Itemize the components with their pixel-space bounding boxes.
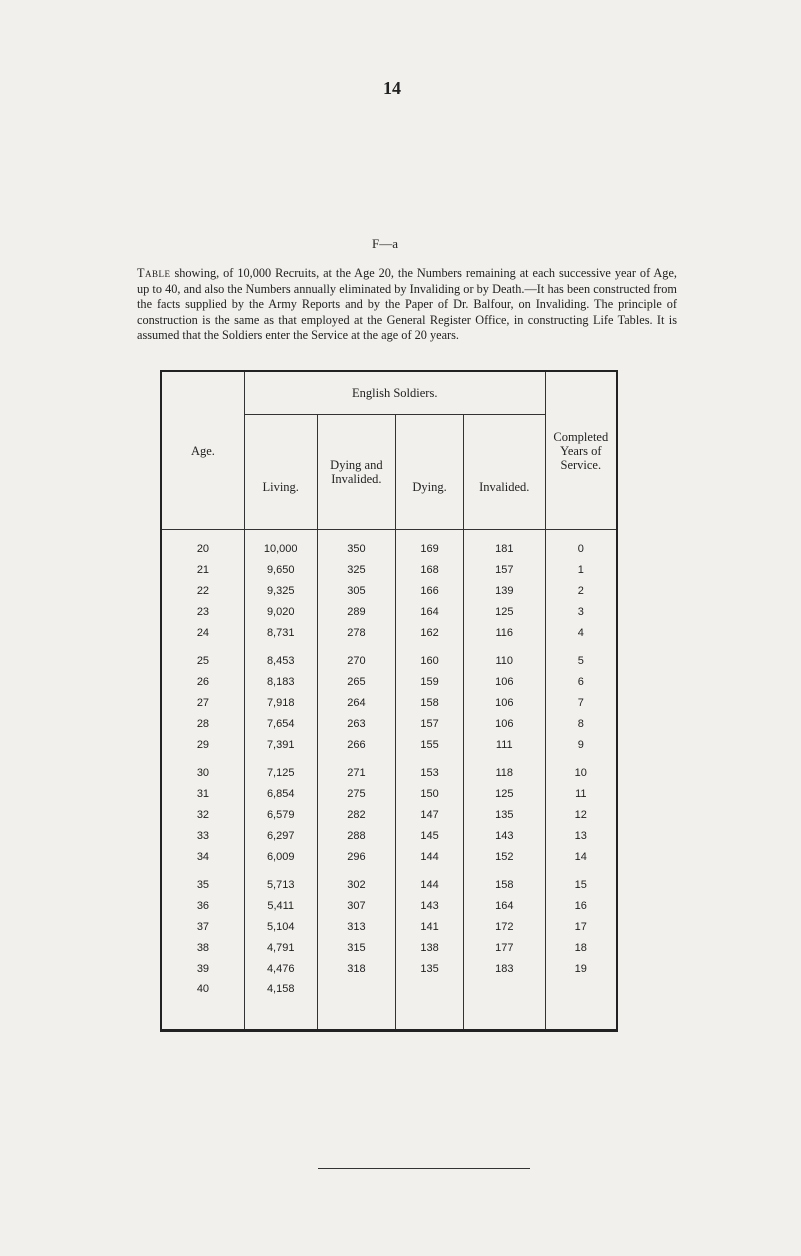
years-cell: 15 (545, 867, 617, 895)
table-row (161, 783, 617, 804)
living-cell: 4,476 (244, 958, 317, 979)
table-row (161, 846, 617, 867)
table-row (161, 622, 617, 643)
invalided-cell: 158 (463, 867, 545, 895)
table-row (161, 804, 617, 825)
invalided-cell: 152 (463, 846, 545, 867)
living-cell: 7,918 (244, 692, 317, 713)
dying-cell: 158 (396, 692, 464, 713)
dying-invalided-cell: 305 (317, 580, 396, 601)
living-cell: 8,183 (244, 671, 317, 692)
invalided-cell (463, 979, 545, 1031)
invalided-cell: 118 (463, 755, 545, 783)
dying-invalided-cell: 278 (317, 622, 396, 643)
dying-invalided-cell: 271 (317, 755, 396, 783)
table-row (161, 825, 617, 846)
age-cell: 26 (196, 675, 210, 688)
age-cell: 39 (196, 962, 210, 975)
dying-cell: 153 (396, 755, 464, 783)
survival-table (160, 370, 618, 1032)
age-cell: 40 (196, 983, 210, 995)
dying-invalided-cell: 288 (317, 825, 396, 846)
table-row (161, 937, 617, 958)
invalided-cell: 164 (463, 895, 545, 916)
living-cell: 10,000 (244, 530, 317, 560)
living-cell: 6,579 (244, 804, 317, 825)
table-row (161, 530, 617, 560)
years-cell: 12 (545, 804, 617, 825)
living-cell: 9,650 (244, 559, 317, 580)
years-cell: 11 (545, 783, 617, 804)
table-row (161, 559, 617, 580)
table-row (161, 643, 617, 671)
years-cell: 9 (545, 734, 617, 755)
years-cell: 14 (545, 846, 617, 867)
age-cell: 20 (196, 542, 210, 555)
invalided-cell: 143 (463, 825, 545, 846)
invalided-cell: 111 (463, 734, 545, 755)
invalided-cell: 139 (463, 580, 545, 601)
dying-cell: 159 (396, 671, 464, 692)
dying-invalided-cell: 313 (317, 916, 396, 937)
age-header: Age. (161, 371, 244, 530)
invalided-cell: 106 (463, 713, 545, 734)
living-cell: 8,731 (244, 622, 317, 643)
living-cell: 4,158 (244, 979, 317, 1031)
dying-cell (396, 979, 464, 1031)
dying-invalided-cell: 307 (317, 895, 396, 916)
table-row (161, 895, 617, 916)
years-cell: 8 (545, 713, 617, 734)
years-cell: 7 (545, 692, 617, 713)
years-cell: 13 (545, 825, 617, 846)
invalided-cell: 157 (463, 559, 545, 580)
table-row (161, 671, 617, 692)
dying-invalided-cell: 325 (317, 559, 396, 580)
dying-cell: 168 (396, 559, 464, 580)
invalided-cell: 116 (463, 622, 545, 643)
dying-invalided-cell: 270 (317, 643, 396, 671)
living-cell: 6,854 (244, 783, 317, 804)
dying-invalided-cell: 264 (317, 692, 396, 713)
dying-cell: 155 (396, 734, 464, 755)
age-cell: 30 (196, 766, 210, 779)
dying-invalided-cell: 296 (317, 846, 396, 867)
invalided-cell: 106 (463, 692, 545, 713)
invalided-cell: 183 (463, 958, 545, 979)
age-cell: 36 (196, 899, 210, 912)
closing-rule (318, 1168, 530, 1169)
invalided-cell: 106 (463, 671, 545, 692)
page-number: 14 (383, 78, 401, 98)
dying-cell: 145 (396, 825, 464, 846)
age-cell: 33 (196, 829, 210, 842)
living-cell: 4,791 (244, 937, 317, 958)
age-cell: 23 (196, 605, 210, 618)
living-cell: 6,297 (244, 825, 317, 846)
dying-invalided-cell (317, 979, 396, 1031)
dying-cell: 147 (396, 804, 464, 825)
table-body (161, 530, 617, 1031)
table-row (161, 755, 617, 783)
dying-cell: 141 (396, 916, 464, 937)
table-row (161, 867, 617, 895)
living-cell: 9,325 (244, 580, 317, 601)
invalided-cell: 177 (463, 937, 545, 958)
living-header: Living. (244, 415, 317, 530)
years-cell: 17 (545, 916, 617, 937)
table-row (161, 979, 617, 1031)
dying-invalided-cell: 275 (317, 783, 396, 804)
invalided-cell: 110 (463, 643, 545, 671)
age-cell: 28 (196, 717, 210, 730)
age-cell: 34 (196, 850, 210, 863)
years-service-header: Completed Years of Service. (545, 371, 617, 530)
invalided-cell: 135 (463, 804, 545, 825)
living-cell: 7,125 (244, 755, 317, 783)
age-cell: 25 (196, 654, 210, 667)
years-cell (545, 979, 617, 1031)
dying-invalided-cell: 318 (317, 958, 396, 979)
dying-cell: 169 (396, 530, 464, 560)
living-cell: 7,654 (244, 713, 317, 734)
dying-cell: 135 (396, 958, 464, 979)
age-cell: 29 (196, 738, 210, 751)
age-cell: 22 (196, 584, 210, 597)
invalided-cell: 181 (463, 530, 545, 560)
age-cell: 24 (196, 626, 210, 639)
invalided-cell: 172 (463, 916, 545, 937)
living-cell: 5,713 (244, 867, 317, 895)
dying-invalided-cell: 315 (317, 937, 396, 958)
dying-invalided-cell: 265 (317, 671, 396, 692)
years-cell: 4 (545, 622, 617, 643)
invalided-cell: 125 (463, 783, 545, 804)
years-cell: 18 (545, 937, 617, 958)
age-cell: 32 (196, 808, 210, 821)
years-cell: 2 (545, 580, 617, 601)
table-row (161, 734, 617, 755)
table-row (161, 580, 617, 601)
invalided-cell: 125 (463, 601, 545, 622)
living-cell: 8,453 (244, 643, 317, 671)
invalided-header: Invalided. (463, 415, 545, 530)
dying-cell: 138 (396, 937, 464, 958)
years-cell: 3 (545, 601, 617, 622)
years-cell: 0 (545, 530, 617, 560)
age-cell: 37 (196, 920, 210, 933)
years-cell: 10 (545, 755, 617, 783)
caption-lead: Table (137, 266, 171, 280)
dying-invalided-cell: 302 (317, 867, 396, 895)
dying-cell: 150 (396, 783, 464, 804)
table-row (161, 713, 617, 734)
dying-cell: 143 (396, 895, 464, 916)
dying-cell: 157 (396, 713, 464, 734)
years-cell: 5 (545, 643, 617, 671)
living-cell: 7,391 (244, 734, 317, 755)
age-cell: 21 (196, 563, 210, 576)
dying-invalided-cell: 289 (317, 601, 396, 622)
age-cell: 38 (196, 941, 210, 954)
dying-cell: 160 (396, 643, 464, 671)
caption-text: showing, of 10,000 Recruits, at the Age 20, the Numbers remaining at each successive year of Age, up to 40, and also the Numbers annually eliminated by Invaliding or by Death.—It has been constructed from the facts supplied by the Army Reports and by the Paper of Dr. Balfour, on Invaliding. The principle of construction is the same as that employed at the General Register Office, in constructing Life Tables. It is assumed that the Soldiers enter the Service at the age of 20 years. (137, 266, 677, 343)
years-cell: 1 (545, 559, 617, 580)
dying-cell: 166 (396, 580, 464, 601)
age-cell: 35 (196, 878, 210, 891)
dying-cell: 162 (396, 622, 464, 643)
years-cell: 16 (545, 895, 617, 916)
living-cell: 9,020 (244, 601, 317, 622)
table-row (161, 958, 617, 979)
age-cell: 27 (196, 696, 210, 709)
english-soldiers-header: English Soldiers. (244, 371, 545, 415)
table-row (161, 601, 617, 622)
dying-cell: 144 (396, 867, 464, 895)
dying-cell: 164 (396, 601, 464, 622)
living-cell: 5,104 (244, 916, 317, 937)
dying-invalided-cell: 282 (317, 804, 396, 825)
dying-invalided-header: Dying and Invalided. (317, 415, 396, 530)
dying-cell: 144 (396, 846, 464, 867)
dying-header: Dying. (396, 415, 464, 530)
dying-invalided-cell: 266 (317, 734, 396, 755)
table-row (161, 916, 617, 937)
dying-invalided-cell: 263 (317, 713, 396, 734)
years-cell: 6 (545, 671, 617, 692)
living-cell: 5,411 (244, 895, 317, 916)
table-row (161, 692, 617, 713)
table-caption (137, 266, 677, 344)
years-cell: 19 (545, 958, 617, 979)
signature-mark: F—a (372, 236, 398, 251)
age-cell: 31 (196, 787, 210, 800)
dying-invalided-cell: 350 (317, 530, 396, 560)
living-cell: 6,009 (244, 846, 317, 867)
